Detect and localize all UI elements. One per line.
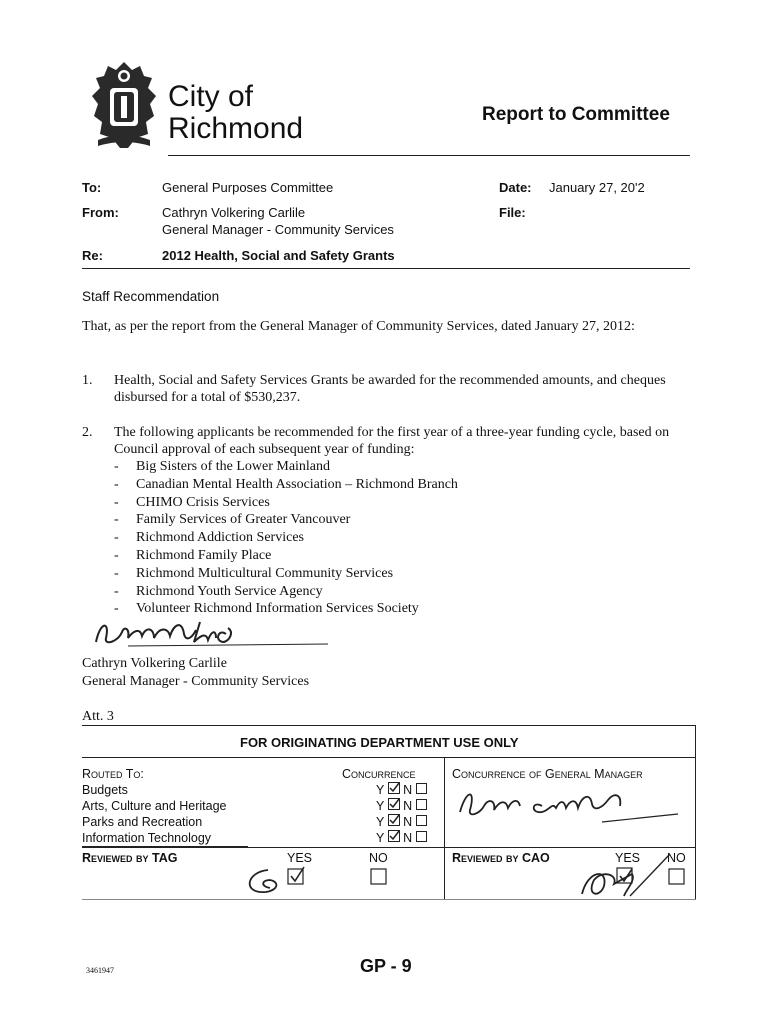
date-label: Date: bbox=[499, 180, 532, 195]
dept-table-heading: FOR ORIGINATING DEPARTMENT USE ONLY bbox=[240, 735, 519, 750]
concurrence-y: Y bbox=[376, 799, 385, 813]
table-col-divider bbox=[444, 757, 445, 900]
empty-box-icon[interactable] bbox=[416, 799, 427, 810]
report-title: Report to Committee bbox=[482, 104, 670, 125]
from-title: General Manager - Community Services bbox=[162, 222, 394, 237]
file-label: File: bbox=[499, 205, 526, 220]
signatory-title: General Manager - Community Services bbox=[82, 674, 310, 689]
list-item: - Richmond Youth Service Agency bbox=[114, 583, 634, 601]
cao-yes-checkbox[interactable] bbox=[616, 866, 636, 886]
org-name-line2: Richmond bbox=[168, 112, 304, 145]
signatory-name: Cathryn Volkering Carlile bbox=[82, 656, 227, 671]
document-number: 3461947 bbox=[86, 966, 114, 975]
list-item: - CHIMO Crisis Services bbox=[114, 494, 634, 512]
table-heading-rule bbox=[82, 757, 696, 758]
concurrence-n: N bbox=[403, 783, 413, 797]
item-1-number: 1. bbox=[82, 373, 93, 388]
item-1-text: Health, Social and Safety Services Grants be awarded for the recommended amounts, and cheques disbursed for a total of $530,237. bbox=[114, 373, 666, 405]
to-label: To: bbox=[82, 180, 102, 195]
tag-yes-label: YES bbox=[287, 851, 313, 865]
list-item: - Volunteer Richmond Information Services Society bbox=[114, 600, 634, 618]
cao-no-checkbox[interactable] bbox=[668, 868, 686, 886]
item-2-text: The following applicants be recommended for the first year of a three-year funding cycle, based on Council approval of each subsequent year of funding: bbox=[114, 425, 670, 457]
applicant-list bbox=[114, 458, 634, 618]
reviewed-by-cao-label: Reviewed by CAO bbox=[452, 851, 550, 865]
list-item: - Richmond Multicultural Community Services bbox=[114, 565, 634, 583]
re-value: 2012 Health, Social and Safety Grants bbox=[162, 248, 395, 263]
concurrence-label: Concurrence bbox=[342, 767, 416, 781]
org-name-line1: City of bbox=[168, 80, 254, 113]
to-value: General Purposes Committee bbox=[162, 180, 334, 195]
empty-box-icon[interactable] bbox=[416, 815, 427, 826]
list-item: - Canadian Mental Health Association – Richmond Branch bbox=[114, 476, 634, 494]
cao-yes-label: YES bbox=[615, 851, 641, 865]
tag-no-checkbox[interactable] bbox=[370, 868, 388, 886]
concurrence-n: N bbox=[403, 815, 413, 829]
page-label: GP - 9 bbox=[360, 956, 412, 976]
list-item: - Richmond Addiction Services bbox=[114, 529, 634, 547]
staff-recommendation-heading: Staff Recommendation bbox=[82, 289, 220, 304]
tag-yes-checkbox[interactable] bbox=[287, 866, 307, 886]
table-right-border bbox=[695, 725, 696, 900]
date-value: January 27, 20'2 bbox=[549, 180, 645, 195]
attachment-count: Att. 3 bbox=[82, 709, 114, 724]
checked-box-icon[interactable] bbox=[388, 798, 400, 810]
concurrence-y: Y bbox=[376, 831, 385, 845]
table-top-rule bbox=[82, 725, 696, 726]
re-label: Re: bbox=[82, 248, 103, 263]
list-item: - Richmond Family Place bbox=[114, 547, 634, 565]
concurrence-n: N bbox=[403, 831, 413, 845]
cao-no-label: NO bbox=[667, 851, 686, 865]
checked-box-icon[interactable] bbox=[388, 830, 400, 842]
routed-parks: Parks and Recreation bbox=[82, 815, 203, 829]
concurrence-y: Y bbox=[376, 783, 385, 797]
meta-rule bbox=[82, 268, 690, 269]
list-item: - Family Services of Greater Vancouver bbox=[114, 511, 634, 529]
empty-box-icon[interactable] bbox=[416, 783, 427, 794]
recommendation-intro: That, as per the report from the General Manager of Community Services, dated January 27, 2012: bbox=[82, 319, 635, 334]
city-crest-logo bbox=[88, 58, 160, 150]
reviewed-row-rule bbox=[82, 847, 696, 848]
concurrence-gm-label: Concurrence of General Manager bbox=[452, 767, 643, 781]
concurrence-n: N bbox=[403, 799, 413, 813]
empty-box-icon[interactable] bbox=[416, 831, 427, 842]
header-rule bbox=[168, 155, 690, 156]
item-2-number: 2. bbox=[82, 425, 93, 440]
checked-box-icon[interactable] bbox=[388, 782, 400, 794]
handwritten-signature bbox=[88, 612, 338, 652]
routed-budgets: Budgets bbox=[82, 783, 128, 797]
tag-no-label: NO bbox=[369, 851, 388, 865]
concurrence-y: Y bbox=[376, 815, 385, 829]
routed-it: Information Technology bbox=[82, 831, 212, 845]
from-label: From: bbox=[82, 205, 119, 220]
routed-arts: Arts, Culture and Heritage bbox=[82, 799, 227, 813]
reviewed-by-tag-label: Reviewed by TAG bbox=[82, 851, 178, 865]
routed-to-label: Routed To: bbox=[82, 767, 144, 781]
gm-signature bbox=[452, 782, 688, 828]
table-bottom-rule bbox=[82, 899, 696, 900]
from-name: Cathryn Volkering Carlile bbox=[162, 205, 306, 220]
checked-box-icon[interactable] bbox=[388, 814, 400, 826]
list-item: - Big Sisters of the Lower Mainland bbox=[114, 458, 634, 476]
